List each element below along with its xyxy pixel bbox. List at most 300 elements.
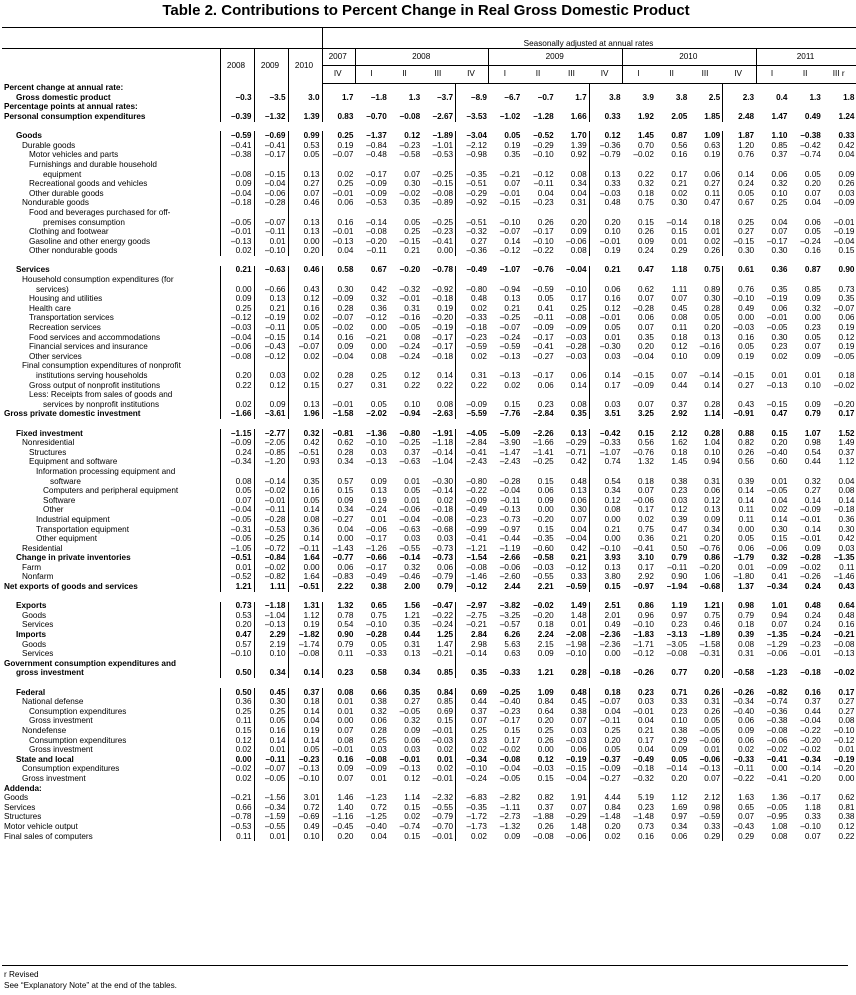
row-value: –0.12 [833, 735, 855, 745]
row-value: 0.03 [637, 697, 654, 707]
row-value [556, 275, 589, 285]
row-value: –0.03 [566, 735, 587, 745]
row-value: 0.09 [804, 351, 821, 361]
row-value: 0.08 [570, 246, 587, 256]
row-value: –0.20 [833, 399, 855, 409]
row-label: Software [43, 495, 76, 505]
row-value: 0.05 [589, 745, 622, 755]
row-value: 0.33 [570, 572, 587, 582]
row-value: 0.12 [589, 131, 622, 141]
row-value [456, 84, 489, 94]
row-value: –0.3 [220, 93, 254, 103]
row-label: Financial services and insurance [29, 342, 148, 352]
row-value: 0.20 [589, 822, 622, 832]
row-value: 0.03 [589, 400, 622, 410]
row-value: –0.04 [499, 486, 521, 496]
quarter-year-header: 2008 [355, 49, 489, 66]
row-value [489, 362, 522, 372]
row-value: 0.08 [404, 332, 421, 342]
row-value: 0.09 [704, 351, 721, 361]
row-value: 0.56 [671, 140, 688, 150]
row-value [689, 160, 722, 170]
row-value [322, 275, 355, 285]
row-value: 0.72 [288, 803, 322, 813]
row-value: 0.15 [537, 524, 554, 534]
row-value: –0.17 [800, 793, 821, 803]
row-value: 0.14 [288, 707, 322, 717]
row-value: 0.08 [437, 399, 454, 409]
row-value: 0.27 [322, 381, 355, 391]
row-value: –0.18 [432, 505, 454, 515]
row-value: –0.26 [633, 668, 654, 678]
row-value: –0.36 [766, 706, 788, 716]
row-label: Consumption expenditures [29, 735, 127, 745]
row-value [389, 362, 422, 372]
row-value: –0.01 [254, 496, 288, 506]
row-value: 0.30 [671, 198, 688, 208]
row-value: –0.13 [699, 764, 721, 774]
row-value: 0.34 [254, 669, 288, 679]
row-value: 0.01 [404, 476, 421, 486]
row-value: 0.38 [370, 582, 387, 592]
row-value: 0.20 [704, 668, 721, 678]
row-value: –0.20 [699, 562, 721, 572]
row-value: 0.23 [671, 620, 688, 630]
row-value: –0.23 [399, 140, 421, 150]
row-value: –0.08 [499, 754, 521, 764]
row-value: 0.18 [637, 476, 654, 486]
row-value: 0.05 [370, 399, 387, 409]
row-value: –0.69 [254, 131, 288, 141]
row-label: Gross output of nonprofit institutions [29, 380, 161, 390]
row-value: –0.25 [499, 313, 521, 323]
row-value: 0.12 [254, 381, 288, 391]
row-value: 1.49 [570, 601, 587, 611]
row-value: 0.37 [288, 688, 322, 698]
row-value: –0.80 [456, 285, 489, 295]
row-value: –0.04 [633, 351, 654, 361]
row-value [623, 103, 656, 113]
row-value: –0.09 [456, 400, 489, 410]
row-value: 0.16 [322, 218, 355, 228]
row-value: 2.51 [589, 602, 622, 612]
row-value: 0.00 [288, 563, 322, 573]
row-value: –0.59 [220, 131, 254, 141]
row-value: 0.08 [570, 169, 587, 179]
row-value: –0.02 [499, 745, 521, 755]
row-value: –2.36 [589, 640, 622, 650]
row-value: 0.05 [671, 754, 688, 764]
row-value: –0.25 [432, 169, 454, 179]
row-value [456, 275, 489, 285]
row-value: 0.35 [504, 150, 521, 160]
row-value: –0.05 [766, 323, 788, 333]
row-value: 0.08 [322, 736, 355, 746]
row-value: 0.07 [504, 179, 521, 189]
row-value: 0.15 [437, 716, 454, 726]
row-value: –3.7 [437, 92, 454, 102]
row-value: 0.19 [288, 726, 322, 736]
row-value [220, 467, 254, 477]
row-value: –0.74 [800, 150, 821, 160]
row-value: –0.14 [456, 650, 489, 660]
row-value [322, 391, 355, 401]
row-value: 0.78 [322, 611, 355, 621]
table-row [2, 131, 856, 141]
row-value [220, 275, 254, 285]
row-value [322, 784, 355, 794]
row-value: 0.00 [771, 764, 788, 774]
row-value: –0.29 [533, 140, 554, 150]
table-row [2, 189, 856, 199]
quarter-header: I [756, 66, 789, 84]
row-label: Services [22, 620, 54, 630]
row-value: 0.06 [838, 313, 855, 323]
row-value: –0.41 [456, 534, 489, 544]
row-value: 0.18 [537, 620, 554, 630]
row-value: –0.59 [699, 812, 721, 822]
row-value: –0.69 [288, 813, 322, 823]
row-value: 3.8 [589, 93, 622, 103]
row-value [756, 467, 789, 477]
row-value [389, 784, 422, 794]
row-value: –0.22 [456, 486, 489, 496]
row-value: 0.17 [838, 409, 855, 419]
row-value: –3.61 [254, 410, 288, 420]
row-value: –0.12 [456, 582, 489, 592]
row-value: 0.09 [804, 294, 821, 304]
row-value [389, 659, 422, 669]
row-value: –0.21 [220, 793, 254, 803]
row-value: –0.51 [456, 218, 489, 228]
row-value: 0.16 [671, 150, 688, 160]
row-value: 0.20 [570, 217, 587, 227]
row-value: –2.97 [456, 602, 489, 612]
row-value: –0.06 [566, 236, 587, 246]
row-label: Change in private inventories [16, 553, 131, 563]
row-value: 0.02 [404, 812, 421, 822]
row-label: Nondefense [22, 725, 67, 735]
row-value [623, 160, 656, 170]
table-row [2, 755, 856, 765]
row-value: 0.77 [671, 668, 688, 678]
row-value: –0.10 [800, 821, 821, 831]
row-value: 1.70 [570, 131, 587, 141]
row-value [422, 467, 455, 477]
row-value: –0.06 [566, 831, 587, 841]
row-value: –0.49 [456, 506, 489, 516]
row-value [422, 391, 455, 401]
row-value: 0.20 [220, 621, 254, 631]
row-value [656, 160, 689, 170]
row-value: 0.03 [570, 725, 587, 735]
table-row [2, 726, 856, 736]
row-value: –3.90 [499, 438, 521, 448]
row-value: 0.15 [637, 428, 654, 438]
row-value: –0.08 [399, 111, 421, 121]
row-value [656, 784, 689, 794]
row-value: –0.02 [220, 765, 254, 775]
row-value: 0.38 [838, 812, 855, 822]
row-value: –0.72 [254, 544, 288, 554]
table-row [2, 371, 856, 381]
row-value: 0.85 [804, 284, 821, 294]
row-value: 0.23 [771, 342, 788, 352]
row-value: 0.23 [671, 706, 688, 716]
row-value: 0.05 [288, 745, 322, 755]
row-value: 0.08 [322, 688, 355, 698]
row-value [288, 659, 322, 669]
row-value: –0.02 [833, 668, 855, 678]
row-value: 0.03 [589, 352, 622, 362]
row-value: 0.13 [570, 428, 587, 438]
row-value: 0.12 [589, 496, 622, 506]
row-value: –0.09 [322, 295, 355, 305]
row-value: 0.00 [838, 773, 855, 783]
row-value: 1.01 [771, 601, 788, 611]
row-value: 0.02 [671, 188, 688, 198]
row-value: 0.02 [220, 745, 254, 755]
row-value [422, 659, 455, 669]
row-value: 0.08 [671, 313, 688, 323]
row-value: –0.29 [456, 189, 489, 199]
row-value: 0.15 [322, 486, 355, 496]
row-value: 0.32 [404, 716, 421, 726]
row-value: 0.02 [288, 352, 322, 362]
row-value: –0.03 [723, 323, 756, 333]
row-value: 3.10 [637, 553, 654, 563]
row-value: –0.41 [456, 448, 489, 458]
row-value: –0.03 [432, 735, 454, 745]
row-value: –0.34 [254, 803, 288, 813]
row-value: 0.17 [671, 169, 688, 179]
quarter-header: II [389, 66, 422, 84]
row-value [355, 467, 388, 477]
row-value: 0.27 [838, 697, 855, 707]
row-value: 0.53 [220, 611, 254, 621]
row-value: 0.14 [570, 380, 587, 390]
row-value [823, 208, 856, 218]
row-value: 0.09 [322, 343, 355, 353]
row-value: 2.00 [404, 582, 421, 592]
row-value [522, 391, 555, 401]
row-value: –0.82 [766, 687, 788, 697]
row-value: 0.15 [771, 428, 788, 438]
row-value: 0.12 [404, 773, 421, 783]
row-value: 0.08 [589, 506, 622, 516]
row-value [522, 103, 555, 113]
row-value: –1.15 [220, 429, 254, 439]
row-value: 0.05 [370, 639, 387, 649]
row-value: –0.33 [723, 755, 756, 765]
row-value: 1.09 [704, 131, 721, 141]
row-label: Gasoline and other energy goods [29, 236, 151, 246]
row-value: –1.04 [432, 457, 454, 467]
row-value: –0.14 [366, 217, 387, 227]
row-value: 2.29 [254, 630, 288, 640]
row-value: 0.04 [838, 476, 855, 486]
row-value: 0.34 [671, 821, 688, 831]
row-value [589, 103, 622, 113]
row-value: –0.23 [533, 198, 554, 208]
row-value: 1.45 [637, 131, 654, 141]
row-value: –0.15 [432, 179, 454, 189]
row-value: –1.79 [723, 554, 756, 564]
row-value: 0.24 [804, 610, 821, 620]
row-value: –0.20 [833, 764, 855, 774]
row-value: –0.35 [456, 803, 489, 813]
row-value: –1.20 [254, 458, 288, 468]
row-value: 0.05 [288, 151, 322, 161]
row-value: –0.17 [432, 332, 454, 342]
row-value: 0.12 [838, 332, 855, 342]
row-value: 0.01 [254, 832, 288, 842]
row-value: –0.40 [723, 707, 756, 717]
row-value: 0.25 [220, 707, 254, 717]
row-value: 0.15 [404, 802, 421, 812]
table-row [2, 448, 856, 458]
row-value: 0.14 [288, 736, 322, 746]
row-value: 0.58 [322, 266, 355, 276]
row-value: 0.05 [254, 717, 288, 727]
table-row [2, 400, 856, 410]
row-value: 0.15 [671, 227, 688, 237]
row-value: 0.50 [220, 688, 254, 698]
table-row [2, 323, 856, 333]
row-value: 1.46 [322, 793, 355, 803]
row-value: –1.11 [500, 802, 521, 812]
row-value: 0.38 [671, 725, 688, 735]
row-value: –0.24 [499, 332, 521, 342]
row-label: Addenda: [4, 783, 42, 793]
row-value: 0.42 [570, 457, 587, 467]
row-value: –0.28 [800, 553, 821, 563]
row-value: –0.28 [566, 342, 587, 352]
row-value: –0.01 [399, 754, 421, 764]
row-value: 0.01 [322, 698, 355, 708]
row-value: 0.14 [288, 333, 322, 343]
row-value: 0.73 [637, 821, 654, 831]
row-value: –0.21 [456, 621, 489, 631]
row-label: Computers and peripheral equipment [43, 486, 179, 496]
row-value: 0.25 [370, 735, 387, 745]
row-value: 0.09 [220, 295, 254, 305]
row-value: 0.26 [838, 179, 855, 189]
row-value: 0.13 [589, 563, 622, 573]
row-value: 0.13 [404, 649, 421, 659]
row-value: –0.43 [723, 822, 756, 832]
table-row [2, 467, 856, 477]
row-value [556, 362, 589, 372]
row-value: 0.06 [570, 745, 587, 755]
row-value: 0.42 [838, 534, 855, 544]
row-value [656, 103, 689, 113]
row-value: 0.63 [504, 649, 521, 659]
row-value: 0.25 [254, 707, 288, 717]
row-value: –0.81 [322, 429, 355, 439]
row-value: 0.17 [637, 505, 654, 515]
row-value: 0.19 [370, 495, 387, 505]
row-value: –0.52 [533, 131, 554, 141]
row-value: –1.18 [254, 602, 288, 612]
row-value: 1.12 [288, 611, 322, 621]
table-row [2, 208, 856, 218]
row-value: 0.07 [771, 227, 788, 237]
row-value: 0.05 [723, 343, 756, 353]
row-value: 0.31 [704, 697, 721, 707]
row-value: 0.88 [723, 429, 756, 439]
row-value: 0.03 [404, 745, 421, 755]
row-value: 0.93 [288, 458, 322, 468]
quarter-header: II [656, 66, 689, 84]
row-value [355, 208, 388, 218]
row-value: 0.14 [504, 236, 521, 246]
row-value: 0.05 [589, 323, 622, 333]
row-value: 1.45 [671, 457, 688, 467]
row-value: 0.06 [723, 544, 756, 554]
row-value: –0.10 [254, 247, 288, 257]
footnote-revised: r Revised [4, 970, 39, 979]
table-row [2, 774, 856, 784]
row-value [789, 467, 822, 477]
row-value: 0.38 [370, 697, 387, 707]
row-value: –0.49 [456, 266, 489, 276]
row-label: Gross investment [29, 716, 93, 726]
row-value: 0.24 [220, 448, 254, 458]
row-value [422, 362, 455, 372]
row-value: 0.30 [322, 285, 355, 295]
row-value: 0.09 [570, 227, 587, 237]
row-value: –0.06 [766, 649, 788, 659]
row-value [288, 784, 322, 794]
quarter-header: I [623, 66, 656, 84]
row-value: 0.30 [838, 524, 855, 534]
row-value: 0.02 [288, 314, 322, 324]
row-value: 0.49 [288, 822, 322, 832]
row-value: 0.11 [220, 717, 254, 727]
row-label: Transportation services [29, 313, 114, 323]
row-value: –0.15 [723, 371, 756, 381]
table-row [2, 381, 856, 391]
row-value: –0.18 [432, 351, 454, 361]
row-value: –2.12 [456, 141, 489, 151]
row-value: –1.48 [633, 812, 654, 822]
table-row [2, 84, 856, 94]
row-value: 1.07 [804, 428, 821, 438]
row-value: 0.32 [637, 179, 654, 189]
table-row [2, 784, 856, 794]
row-value: 1.87 [723, 131, 756, 141]
row-value: 0.07 [570, 716, 587, 726]
table-row [2, 218, 856, 228]
row-value: 0.69 [437, 706, 454, 716]
row-value: 3.9 [642, 92, 654, 102]
row-value [322, 84, 355, 94]
row-value: –0.14 [254, 477, 288, 487]
row-value: –0.13 [499, 371, 521, 380]
row-value: 0.47 [771, 409, 788, 419]
row-value: 0.97 [671, 610, 688, 620]
row-value: 0.00 [288, 237, 322, 247]
row-value [556, 84, 589, 94]
row-value: 1.11 [671, 284, 688, 294]
row-value: 0.37 [771, 150, 788, 160]
row-value [756, 391, 789, 401]
row-value: 0.75 [637, 524, 654, 534]
table-row [2, 803, 856, 813]
row-value: 0.20 [704, 323, 721, 333]
row-value: 0.86 [704, 553, 721, 563]
